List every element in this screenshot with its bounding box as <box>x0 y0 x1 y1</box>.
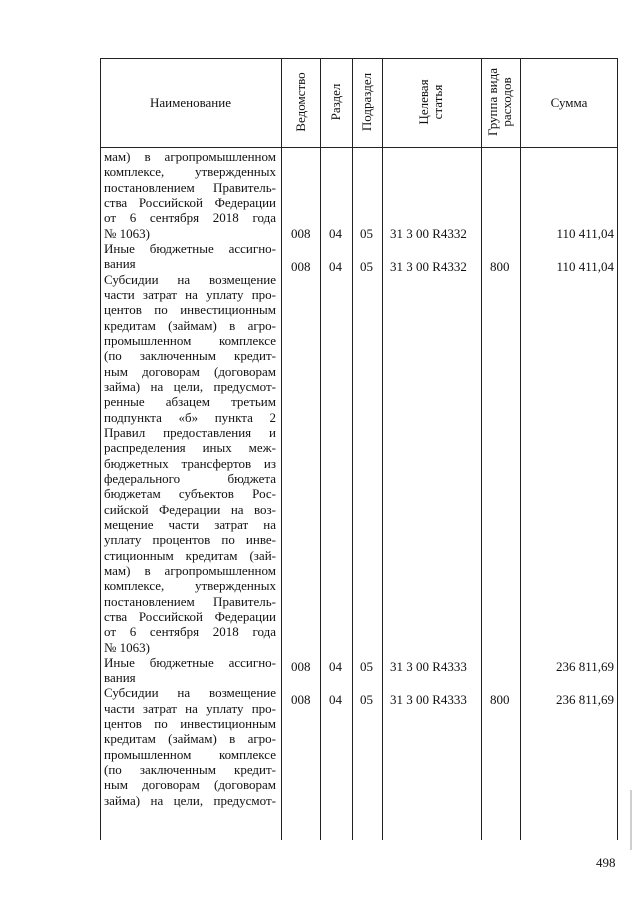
name-text-line: ренные абзацем третьим <box>104 394 276 410</box>
name-text-line: бюджетам субъектов Рос- <box>104 486 276 502</box>
name-text-line: № 1063) <box>104 225 150 241</box>
name-text-line: от 6 сентября 2018 года <box>104 210 276 226</box>
header-name: Наименование <box>150 95 231 110</box>
name-text-line: Иные бюджетные ассигно- <box>104 654 276 670</box>
col-border-target <box>481 58 482 840</box>
row-dept: 008 <box>291 692 311 707</box>
name-text-line: Субсидии на возмещение <box>104 685 276 701</box>
col-border-left <box>100 58 101 840</box>
name-text-line: федерального бюджета <box>104 470 276 486</box>
name-text-line: постановлением Правитель- <box>104 593 276 609</box>
header-group <box>486 68 514 136</box>
header-group-line1: Группа вида <box>485 68 500 136</box>
name-text-line: подпункта «б» пункта 2 <box>104 409 276 425</box>
name-text-line: (по заключенным кредит- <box>104 762 276 778</box>
row-sum: 110 411,04 <box>556 226 614 241</box>
name-text-line: от 6 сентября 2018 года <box>104 624 276 640</box>
row-subsection: 05 <box>360 259 373 274</box>
row-target: 31 3 00 R4333 <box>390 692 467 707</box>
name-text-line: вания <box>104 256 136 272</box>
name-text-line: ным договорам (договорам <box>104 363 276 379</box>
name-text-line: вания <box>104 670 136 686</box>
row-subsection: 05 <box>360 692 373 707</box>
header-bottom-border <box>100 147 618 148</box>
name-text-line: стиционным кредитам (зай- <box>104 547 276 563</box>
row-sum: 236 811,69 <box>555 659 614 674</box>
col-border-right <box>617 58 618 840</box>
name-text-line: сийской Федерации на воз- <box>104 501 276 517</box>
header-subsection: Подраздел <box>359 72 374 132</box>
header-group-line2: расходов <box>499 77 514 127</box>
name-text-line: мещение части затрат на <box>104 516 276 532</box>
name-text-line: бюджетных трансфертов из <box>104 455 276 471</box>
col-border-name <box>281 58 282 840</box>
row-dept: 008 <box>291 259 311 274</box>
col-border-group <box>520 58 521 840</box>
name-text-line: центов по инвестиционным <box>104 302 276 318</box>
row-subsection: 05 <box>360 659 373 674</box>
row-dept: 008 <box>291 659 311 674</box>
name-text-line: Правил предоставления и <box>104 424 276 440</box>
name-text-line: Субсидии на возмещение <box>104 271 276 287</box>
name-text-line: № 1063) <box>104 639 150 655</box>
name-text-line: промышленном комплексе <box>104 746 276 762</box>
row-dept: 008 <box>291 226 311 241</box>
row-sum: 236 811,69 <box>555 692 614 707</box>
row-section: 04 <box>329 692 342 707</box>
header-section: Раздел <box>328 83 343 121</box>
row-subsection: 05 <box>360 226 373 241</box>
name-text-line: распределения иных меж- <box>104 440 276 456</box>
header-target <box>417 79 445 124</box>
header-target-line1: Целевая <box>416 79 431 125</box>
name-text-line: займа) на цели, предусмот- <box>104 378 276 394</box>
row-target: 31 3 00 R4332 <box>390 259 467 274</box>
name-text-line: части затрат на уплату про- <box>104 700 276 716</box>
name-text-line: ства Российской Федерации <box>104 608 276 624</box>
name-text-line: постановлением Правитель- <box>104 179 276 195</box>
row-section: 04 <box>329 226 342 241</box>
col-border-dept <box>320 58 321 840</box>
name-text-line: части затрат на уплату про- <box>104 286 276 302</box>
row-sum: 110 411,04 <box>556 259 614 274</box>
row-target: 31 3 00 R4332 <box>390 226 467 241</box>
name-text-line: промышленном комплексе <box>104 332 276 348</box>
col-border-section <box>352 58 353 840</box>
scan-edge-mark <box>630 790 632 850</box>
name-text-line: комплексе, утвержденных <box>104 578 276 594</box>
name-text-line: комплексе, утвержденных <box>104 164 276 180</box>
name-text-line: мам) в агропромышленном <box>104 149 276 164</box>
name-column-text <box>104 149 276 808</box>
name-text-line: (по заключенным кредит- <box>104 348 276 364</box>
header-dept: Ведомство <box>293 72 308 132</box>
name-text-line: центов по инвестиционным <box>104 716 276 732</box>
row-group: 800 <box>490 259 510 274</box>
row-section: 04 <box>329 259 342 274</box>
name-text-line: кредитам (займам) в агро- <box>104 317 276 333</box>
col-border-subsection <box>382 58 383 840</box>
row-section: 04 <box>329 659 342 674</box>
page-number: 498 <box>596 855 616 870</box>
name-text-line: кредитам (займам) в агро- <box>104 731 276 747</box>
name-text-line: уплату процентов по инве- <box>104 532 276 548</box>
name-text-line: ства Российской Федерации <box>104 194 276 210</box>
name-text-line: мам) в агропромышленном <box>104 562 276 578</box>
name-text-line: ным договорам (договорам <box>104 777 276 793</box>
name-text-line: займа) на цели, предусмот- <box>104 792 276 808</box>
row-target: 31 3 00 R4333 <box>390 659 467 674</box>
row-group: 800 <box>490 692 510 707</box>
header-sum: Сумма <box>550 95 588 110</box>
table-top-border <box>100 58 618 59</box>
header-target-line2: статья <box>430 84 445 120</box>
name-text-line: Иные бюджетные ассигно- <box>104 240 276 256</box>
